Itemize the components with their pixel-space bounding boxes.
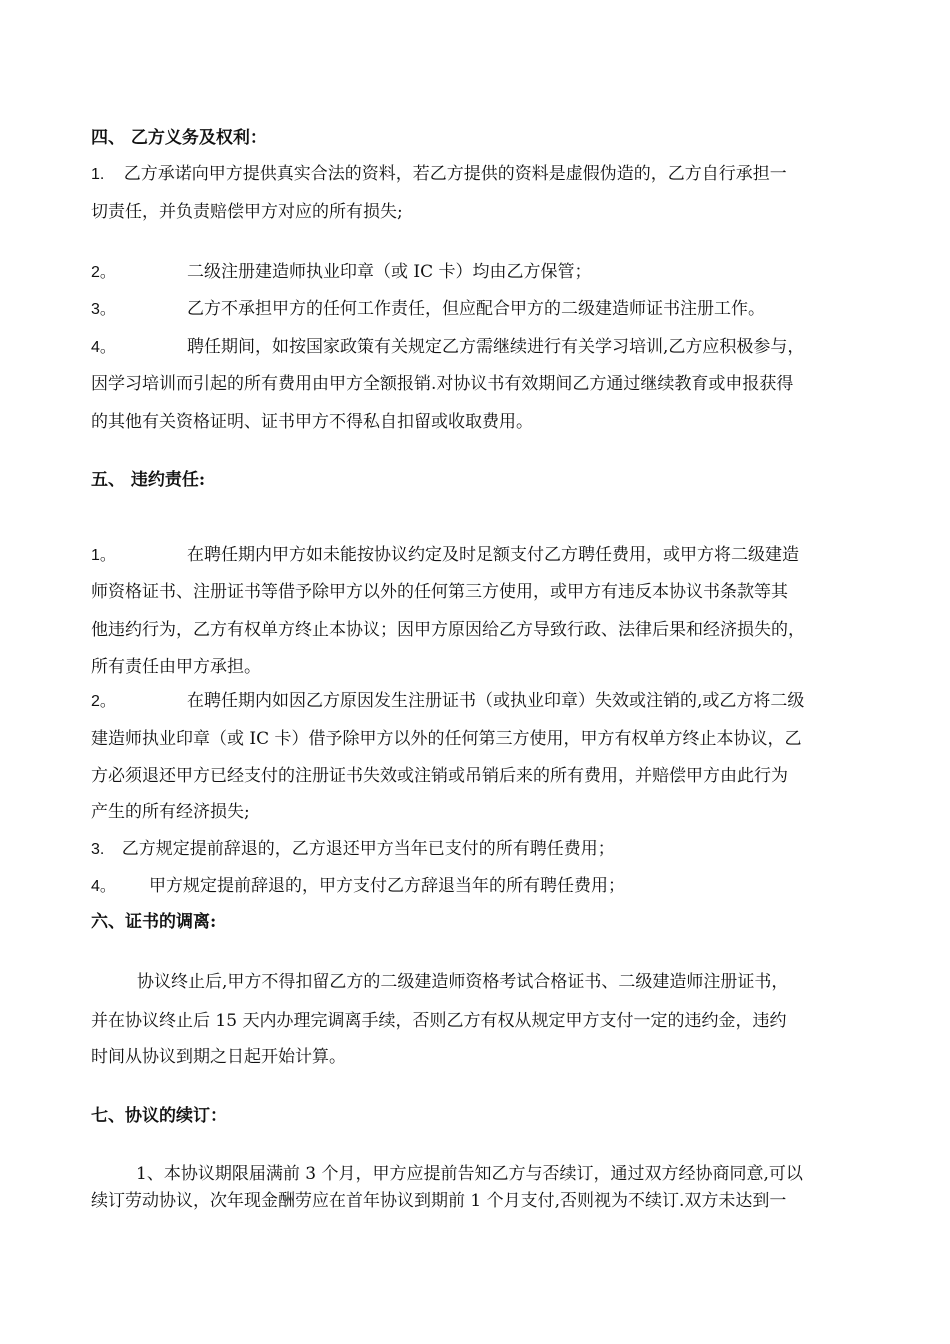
item-number: 1。	[91, 547, 116, 564]
item-text: 在聘任期内如因乙方原因发生注册证书（或执业印章）失效或注销的,或乙方将二级	[187, 691, 805, 711]
section-6-heading: 六、证书的调离:	[91, 912, 217, 932]
section-5-item-1-line-4: 所有责任由甲方承担。	[91, 657, 261, 677]
item-text: 二级注册建造师执业印章（或 IC 卡）均由乙方保管；	[187, 262, 592, 282]
item-text: 乙方规定提前辞退的，乙方退还甲方当年已支付的所有聘任费用；	[121, 839, 615, 859]
section-5-item-2-line-3: 方必须退还甲方已经支付的注册证书失效或注销或吊销后来的所有费用，并赔偿甲方由此行为	[91, 766, 788, 786]
item-text: 甲方规定提前辞退的，甲方支付乙方辞退当年的所有聘任费用；	[149, 876, 625, 896]
section-4-item-1-line-2: 切责任，并负责赔偿甲方对应的所有损失;	[91, 202, 403, 222]
section-4-heading: 四、 乙方义务及权利：	[91, 128, 267, 148]
item-number: 4。	[91, 339, 116, 356]
item-text: 在聘任期内甲方如未能按协议约定及时足额支付乙方聘任费用，或甲方将二级建造	[187, 545, 799, 565]
section-4-item-3	[91, 298, 765, 321]
section-5-item-3	[91, 838, 615, 861]
item-number: 1.	[91, 166, 105, 183]
item-text: 乙方承诺向甲方提供真实合法的资料，若乙方提供的资料是虚假伪造的，乙方自行承担一	[123, 164, 787, 184]
section-6-line-2: 并在协议终止后 15 天内办理完调离手续，否则乙方有权从规定甲方支付一定的违约金，违约	[91, 1011, 787, 1031]
section-5-item-1-line-1	[91, 544, 799, 567]
section-4-item-2	[91, 261, 592, 284]
section-4-item-4-line-3: 的其他有关资格证明、证书甲方不得私自扣留或收取费用。	[91, 412, 533, 432]
section-7-heading: 七、协议的续订：	[91, 1106, 227, 1126]
item-text: 聘任期间，如按国家政策有关规定乙方需继续进行有关学习培训,乙方应积极参与，	[187, 337, 805, 357]
item-number: 3。	[91, 301, 116, 318]
section-4-item-4-line-2: 因学习培训而引起的所有费用由甲方全额报销.对协议书有效期间乙方通过继续教育或申报获得	[91, 374, 794, 394]
section-6-line-3: 时间从协议到期之日起开始计算。	[91, 1047, 346, 1067]
item-text: 乙方不承担甲方的任何工作责任，但应配合甲方的二级建造师证书注册工作。	[187, 299, 765, 319]
item-number: 4。	[91, 878, 116, 895]
item-number: 3.	[91, 841, 105, 858]
section-5-item-1-line-3: 他违约行为，乙方有权单方终止本协议；因甲方原因给乙方导致行政、法律后果和经济损失的，	[91, 620, 805, 640]
section-7-line-2: 续订劳动协议，次年现金酬劳应在首年协议到期前 1 个月支付,否则视为不续订.双方未达到一	[91, 1191, 787, 1211]
section-4-item-4-line-1	[91, 336, 805, 359]
section-5-item-1-line-2: 师资格证书、注册证书等借予除甲方以外的任何第三方使用，或甲方有违反本协议书条款等其	[91, 582, 788, 602]
section-5-item-2-line-4: 产生的所有经济损失;	[91, 802, 250, 822]
item-number: 2。	[91, 264, 116, 281]
section-5-item-2-line-1	[91, 690, 805, 713]
item-number: 2。	[91, 693, 116, 710]
section-5-item-4	[91, 875, 625, 898]
section-5-heading: 五、 违约责任:	[91, 470, 206, 490]
section-4-item-1-line-1	[91, 163, 787, 186]
section-5-item-2-line-2: 建造师执业印章（或 IC 卡）借予除甲方以外的任何第三方使用，甲方有权单方终止本协议，乙	[91, 729, 802, 749]
section-6-line-1: 协议终止后,甲方不得扣留乙方的二级建造师资格考试合格证书、二级建造师注册证书，	[137, 972, 789, 992]
section-7-line-1: 1、本协议期限届满前 3 个月，甲方应提前告知乙方与否续订，通过双方经协商同意,可以	[136, 1164, 803, 1184]
